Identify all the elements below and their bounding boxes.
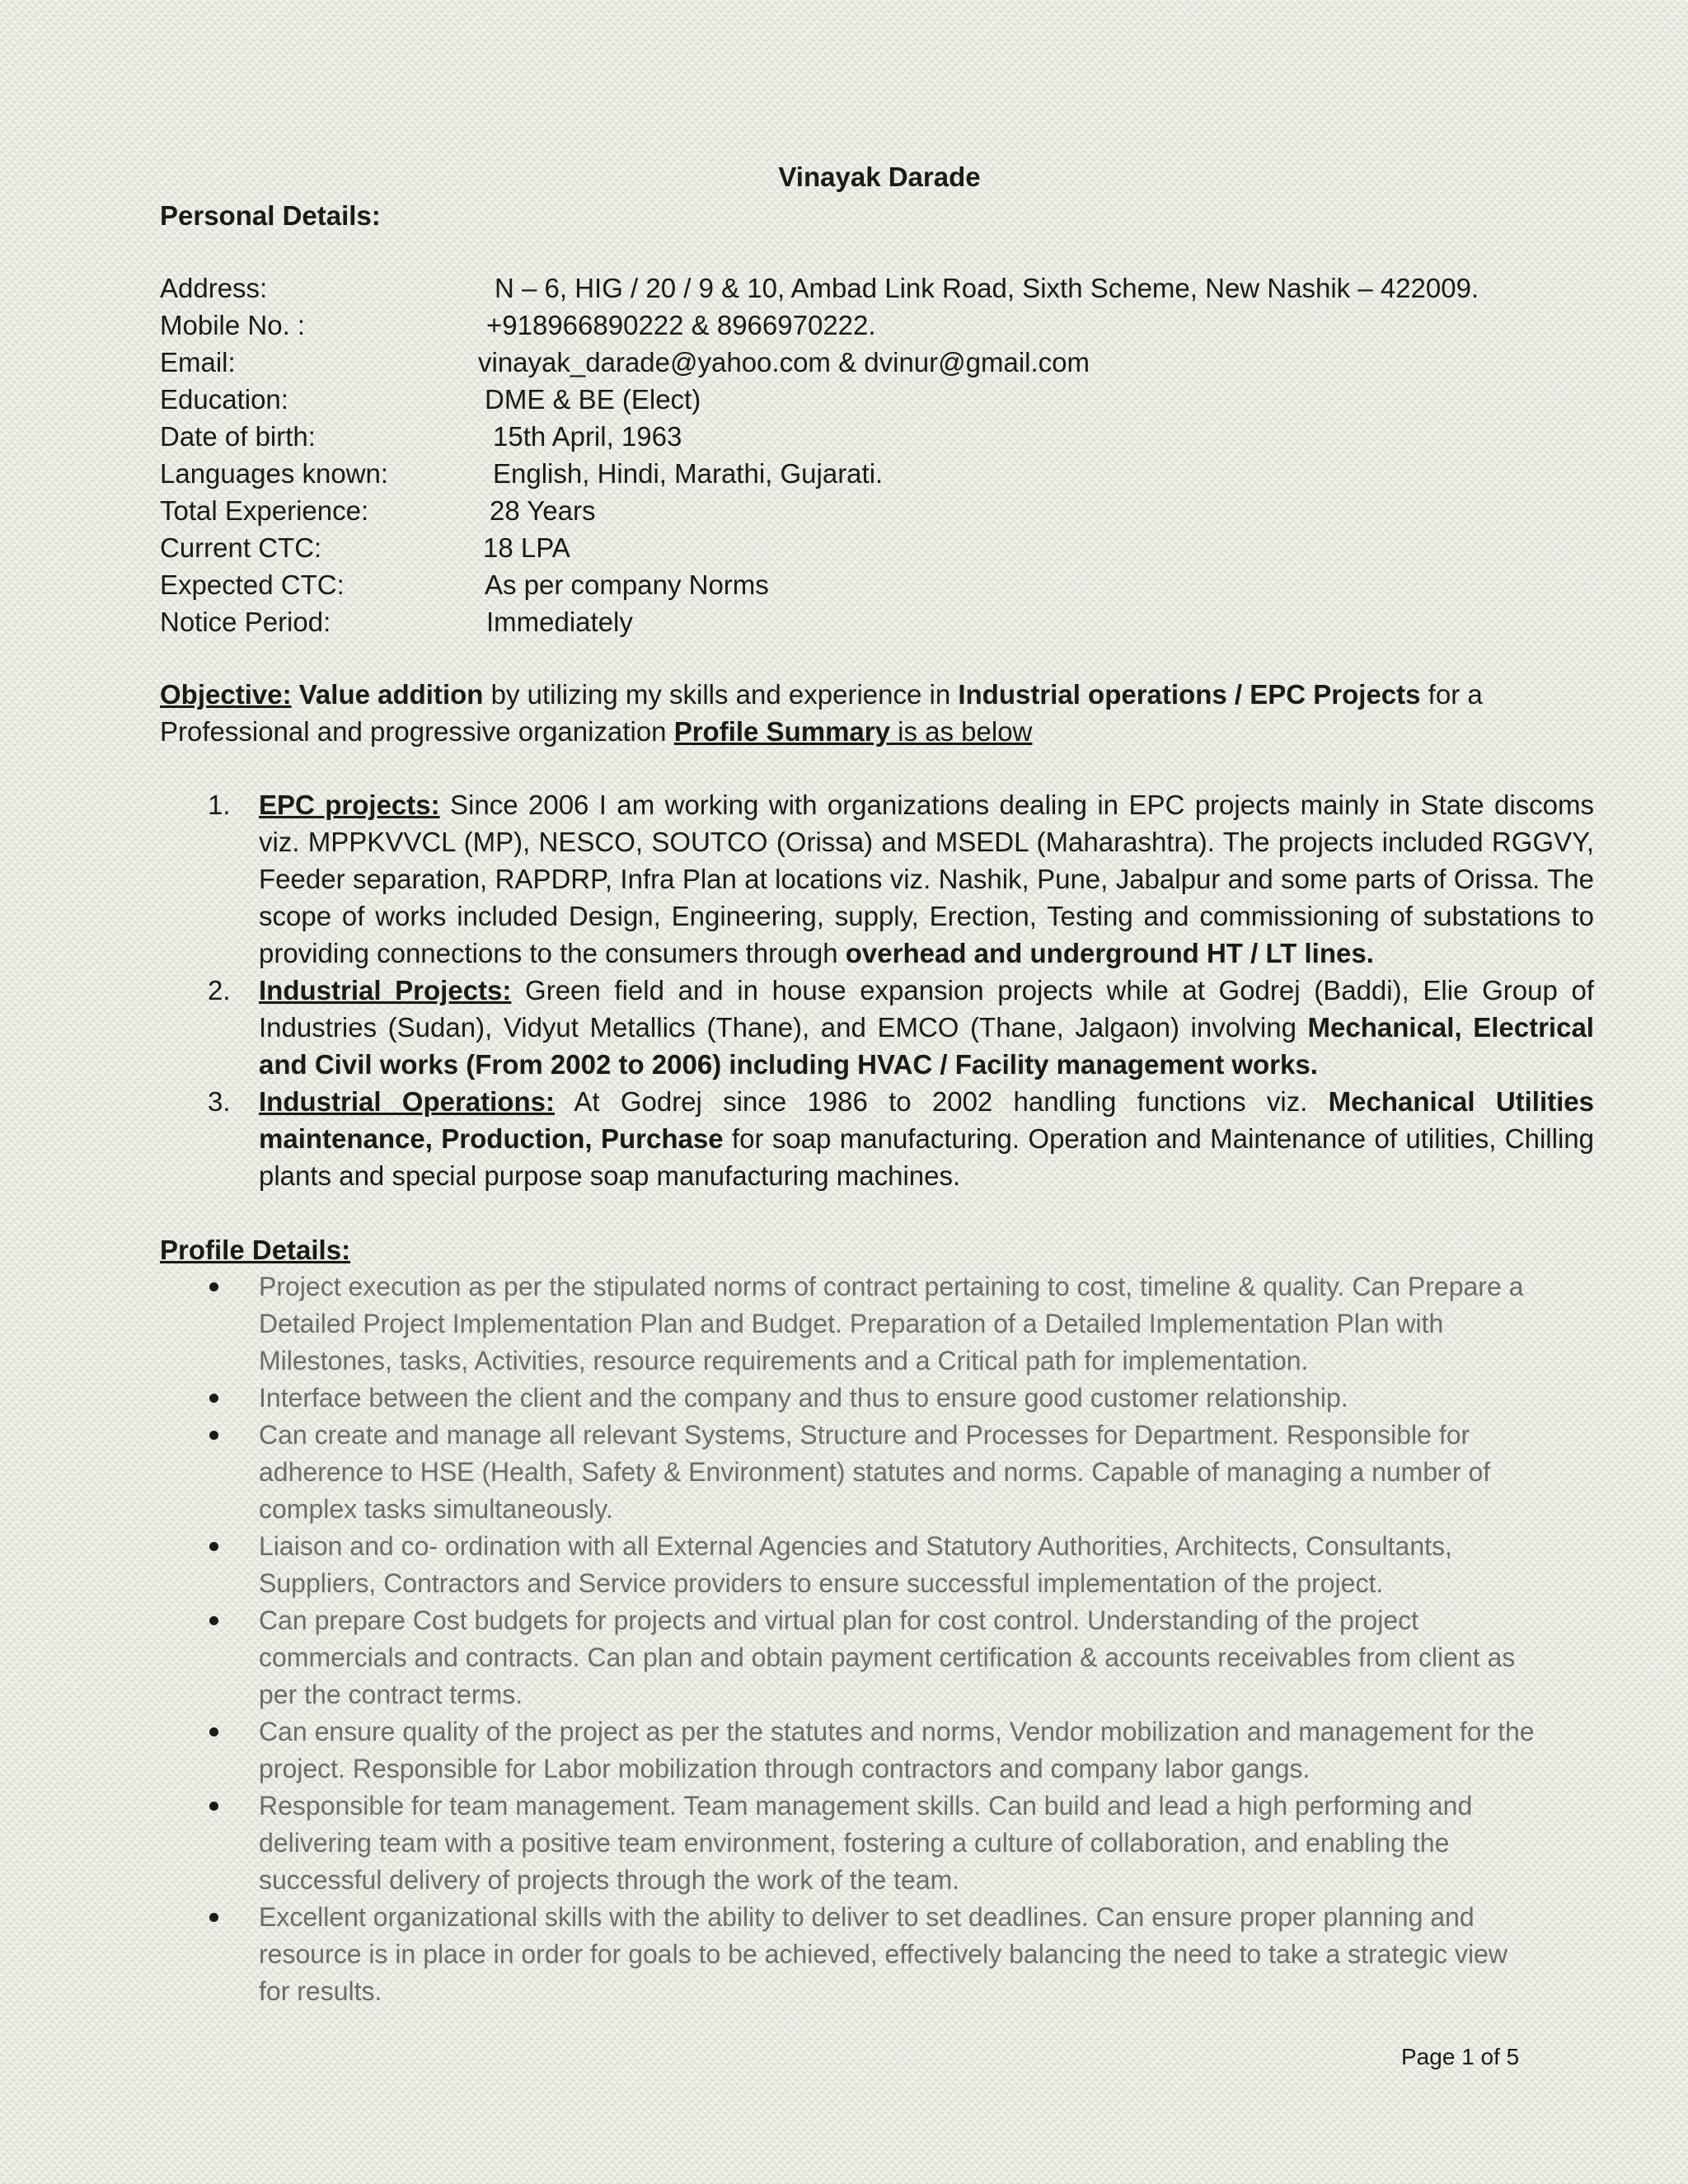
personal-detail-row [160,455,1594,492]
summary-item-title: Industrial Operations: [259,1086,555,1117]
summary-item-bold: Mechanical, Electrical and Civil works (From 2002 to 2006) including HVAC / Facility management works. [259,1012,1594,1080]
personal-details-list [160,269,1594,640]
detail-label: Total Experience: [160,495,369,526]
profile-detail-text: Excellent organizational skills with the ability to deliver to set deadlines. Can ensure proper planning and resource is in place in order for goals to be achieved, effectively balancing the need to take a strategic view for results. [259,1902,1507,2006]
profile-detail-item [259,1380,1545,1417]
objective-text-2: for a Professional and progressive organization [160,679,1483,747]
personal-detail-row [160,307,1594,344]
detail-label: Email: [160,347,236,377]
experience-value: 28 Years [490,495,596,526]
profile-details-list [160,1268,1545,2010]
expected-ctc-value: As per company Norms [485,569,769,600]
personal-detail-row [160,344,1594,381]
summary-item-bold: overhead and underground HT / LT lines. [845,938,1374,968]
address-value: N – 6, HIG / 20 / 9 & 10, Ambad Link Road, Sixth Scheme, New Nashik – 422009. [495,273,1479,303]
summary-item-text-2: for soap manufacturing. Operation and Maintenance of utilities, Chilling plants and special purpose soap manufacturing machines. [259,1123,1594,1191]
profile-summary-list [160,786,1594,1194]
bullet-icon [209,1727,218,1736]
personal-detail-row [160,492,1594,529]
summary-item-text: At Godrej since 1986 to 2002 handling functions viz. [554,1086,1329,1117]
profile-detail-item [259,1602,1545,1713]
objective-paragraph [160,676,1594,750]
detail-label: Address: [160,273,268,303]
personal-detail-row [160,529,1594,566]
profile-detail-text: Can ensure quality of the project as per the statutes and norms, Vendor mobilization and management for the project. Responsible for Labor mobilization through contractors and company labor gangs. [259,1717,1535,1783]
profile-details-title: Profile Details: [160,1235,351,1265]
personal-detail-row [160,381,1594,418]
summary-item-number: 2. [208,975,231,1005]
objective-label: Objective: [160,679,292,710]
notice-period-value: Immediately [486,607,633,637]
profile-detail-item [259,1713,1545,1788]
dob-value: 15th April, 1963 [493,421,682,452]
objective-text-1: by utilizing my skills and experience in [483,679,959,710]
bullet-icon [209,1431,218,1440]
profile-detail-item [259,1417,1545,1528]
resume-page [160,158,1594,2010]
candidate-name: Vinayak Darade [778,162,981,192]
bullet-icon [209,1913,218,1922]
profile-detail-text: Responsible for team management. Team management skills. Can build and lead a high performing and delivering team with a positive team environment, fostering a culture of collaboration, and enabling the successful delivery of projects through the work of the team. [259,1791,1473,1895]
profile-detail-item [259,1899,1545,2010]
personal-detail-row [160,566,1594,603]
detail-label: Languages known: [160,458,389,489]
profile-detail-text: Can prepare Cost budgets for projects and virtual plan for cost control. Understanding of the project commercials and contracts. Can plan and obtain payment certification & accounts receivables from client as per the contract terms. [259,1605,1516,1709]
summary-item-number: 3. [208,1086,231,1117]
bullet-icon [209,1394,218,1403]
objective-text-3: is as below [889,716,1033,747]
summary-item-title: EPC projects: [259,790,440,820]
profile-summary-label: Profile Summary [673,716,890,747]
bullet-icon [209,1282,218,1291]
summary-item-number: 1. [208,790,231,820]
summary-item-title: Industrial Projects: [259,975,512,1005]
bullet-icon [209,1616,218,1625]
profile-detail-text: Project execution as per the stipulated norms of contract pertaining to cost, timeline & quality. Can Prepare a Detailed Project Implementation Plan and Budget. Preparation of a Detailed Implementation Plan with Milestones, tasks, Activities, resource requirements and a Critical path for implementation. [259,1272,1524,1376]
email-value: vinayak_darade@yahoo.com & dvinur@gmail.com [478,347,1090,377]
summary-item [208,1083,1595,1194]
bullet-icon [209,1802,218,1811]
detail-label: Date of birth: [160,421,316,452]
detail-label: Notice Period: [160,607,331,637]
profile-detail-text: Liaison and co- ordination with all External Agencies and Statutory Authorities, Architects, Consultants, Suppliers, Contractors and Service providers to ensure successful implementation of the project. [259,1531,1452,1598]
personal-details-title: Personal Details: [160,200,381,231]
profile-detail-item [259,1788,1545,1899]
detail-label: Education: [160,384,288,415]
personal-detail-row [160,269,1594,307]
detail-label: Expected CTC: [160,569,345,600]
objective-bold-2: Industrial operations / EPC Projects [958,679,1421,710]
summary-item [208,972,1594,1083]
education-value: DME & BE (Elect) [485,384,701,415]
profile-detail-text: Interface between the client and the company and thus to ensure good customer relationship. [259,1383,1348,1413]
summary-item-bold: Mechanical Utilities maintenance, Production, Purchase [259,1086,1595,1154]
profile-detail-item [259,1268,1545,1380]
summary-item-text: Since 2006 I am working with organizations dealing in EPC projects mainly in State discoms viz. MPPKVVCL (MP), NESCO, SOUTCO (Orissa) and MSEDL (Maharashtra). The projects included RGGVY, Feeder separation, RAPDRP, Infra Plan at locations viz. Nashik, Pune, Jabalpur and some parts of Orissa. The scope of works included Design, Engineering, supply, Erection, Testing and commissioning of substations to providing connections to the consumers through [259,790,1594,968]
personal-detail-row [160,418,1594,455]
summary-item [208,786,1594,972]
detail-label: Mobile No. : [160,310,306,340]
languages-value: English, Hindi, Marathi, Gujarati. [493,458,884,489]
detail-label: Current CTC: [160,532,322,563]
personal-detail-row [160,603,1594,640]
profile-detail-text: Can create and manage all relevant Systems, Structure and Processes for Department. Responsible for adherence to HSE (Health, Safety & Environment) statutes and norms. Capable of managing a number of complex tasks simultaneously. [259,1420,1491,1524]
profile-detail-item [259,1528,1545,1602]
objective-bold-1: Value addition [298,679,484,710]
page-number: Page 1 of 5 [1401,2044,1520,2069]
summary-item-text: Green field and in house expansion projects while at Godrej (Baddi), Elie Group of Industries (Sudan), Vidyut Metallics (Thane), and EMCO (Thane, Jalgaon) involving [259,975,1594,1043]
mobile-value: +918966890222 & 8966970222. [486,310,876,340]
bullet-icon [209,1542,218,1551]
current-ctc-value: 18 LPA [483,532,570,563]
